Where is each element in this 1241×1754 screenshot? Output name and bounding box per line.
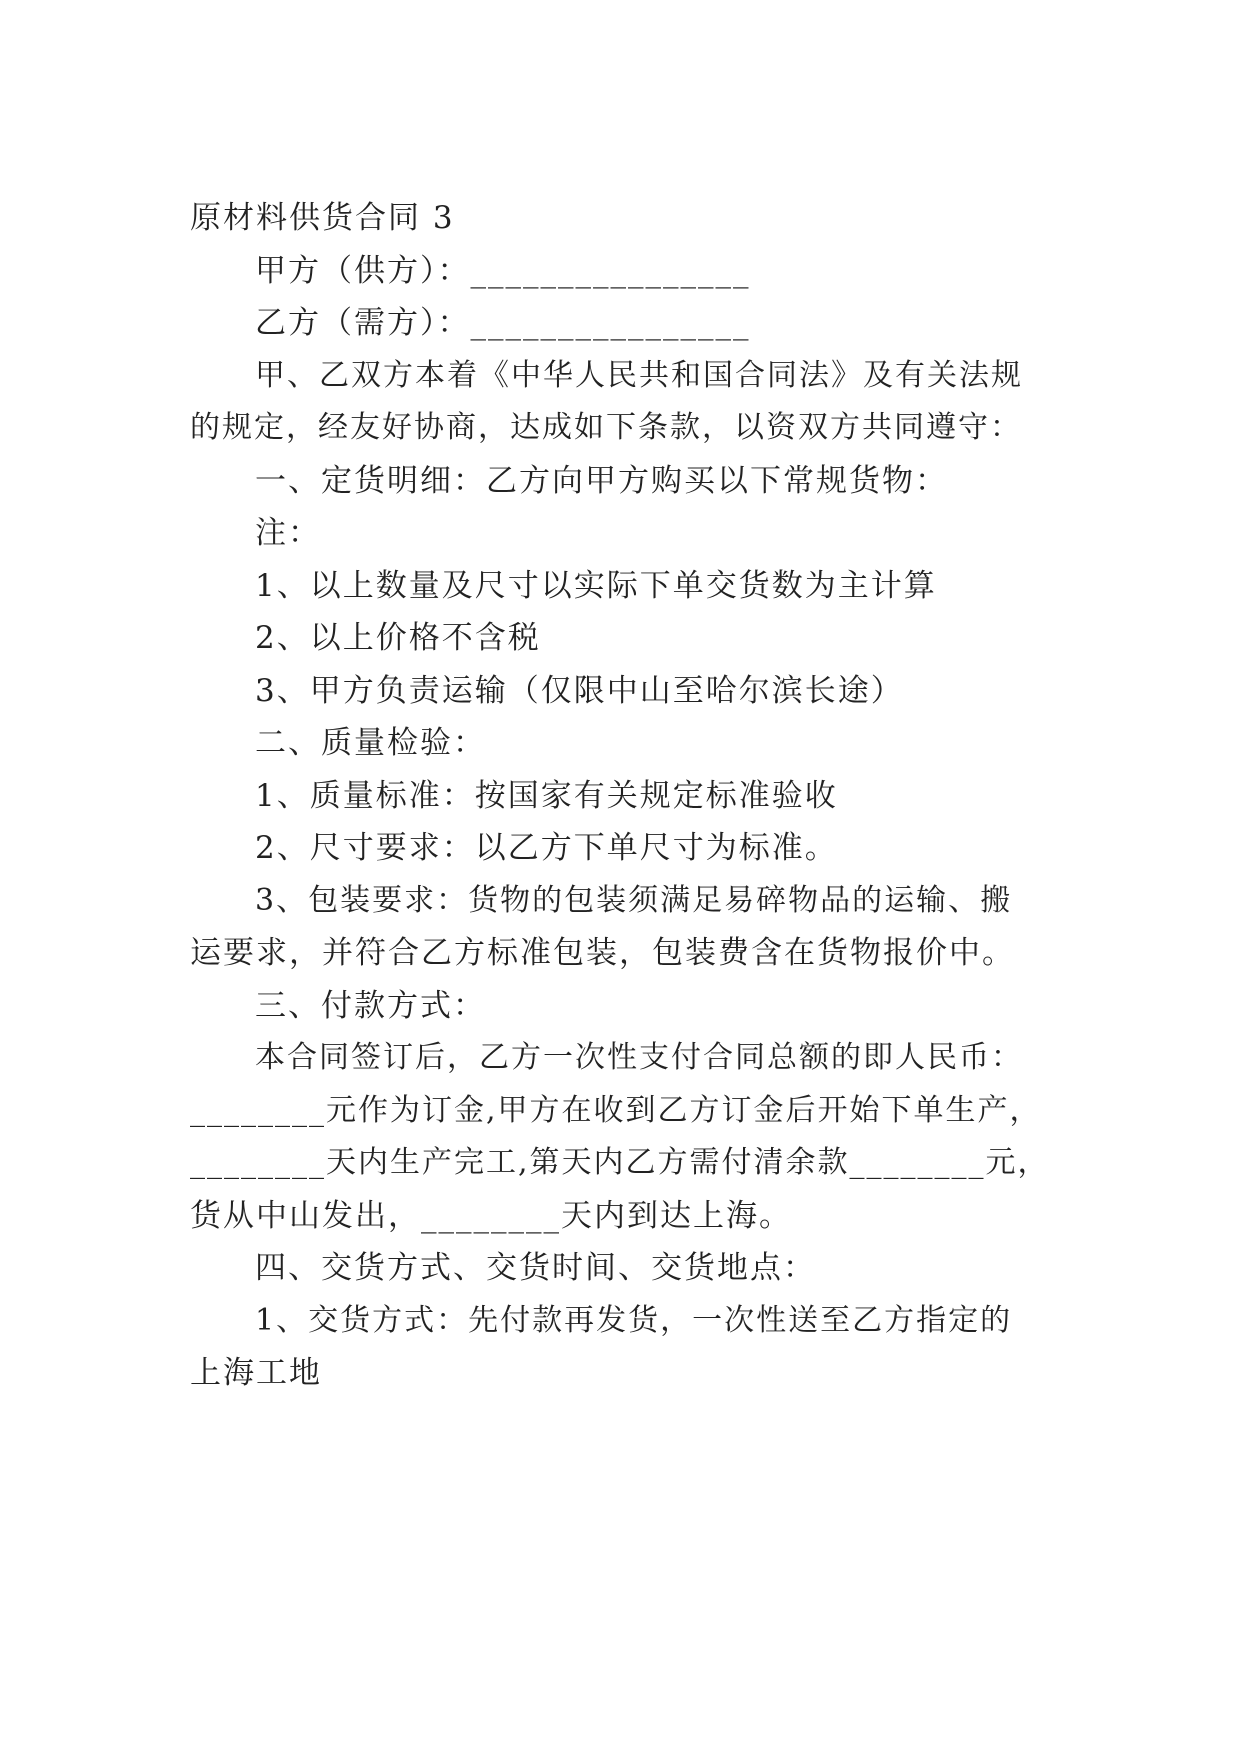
party-b-line: 乙方（需方）：________________ <box>255 305 751 341</box>
note-item-2: 2、以上价格不含税 <box>255 620 541 656</box>
section-1-heading: 一、定货明细：乙方向甲方购买以下常规货物： <box>255 463 948 499</box>
note-label: 注： <box>255 515 321 551</box>
payment-line-3: ________天内生产完工,第天内乙方需付清余款________元， <box>190 1145 1050 1180</box>
payment-line-1: 本合同签订后，乙方一次性支付合同总额的即人民币： <box>255 1040 1023 1075</box>
payment-line-4: 货从中山发出，________天内到达上海。 <box>190 1198 792 1234</box>
quality-item-1: 1、质量标准：按国家有关规定标准验收 <box>255 778 838 814</box>
document-title: 原材料供货合同 3 <box>190 200 455 236</box>
section-3-heading: 三、付款方式： <box>255 988 486 1024</box>
note-item-3: 3、甲方负责运输（仅限中山至哈尔滨长途） <box>255 673 904 709</box>
intro-line-2: 的规定，经友好协商，达成如下条款，以资双方共同遵守： <box>190 410 1022 445</box>
delivery-item-1-line-2: 上海工地 <box>190 1355 322 1391</box>
intro-line-1: 甲、乙双方本着《中华人民共和国合同法》及有关法规 <box>255 358 1023 393</box>
note-item-1: 1、以上数量及尺寸以实际下单交货数为主计算 <box>255 568 937 604</box>
delivery-item-1-line-1: 1、交货方式：先付款再发货，一次性送至乙方指定的 <box>255 1303 1013 1338</box>
party-a-line: 甲方（供方）：________________ <box>255 253 751 289</box>
section-4-heading: 四、交货方式、交货时间、交货地点： <box>255 1250 816 1286</box>
quality-item-3-line-2: 运要求，并符合乙方标准包装，包装费含在货物报价中。 <box>190 935 1015 971</box>
quality-item-2: 2、尺寸要求：以乙方下单尺寸为标准。 <box>255 830 838 866</box>
section-2-heading: 二、质量检验： <box>255 725 486 761</box>
quality-item-3-line-1: 3、包装要求：货物的包装须满足易碎物品的运输、搬 <box>255 883 1013 918</box>
payment-line-2: ________元作为订金,甲方在收到乙方订金后开始下单生产， <box>190 1093 1042 1128</box>
